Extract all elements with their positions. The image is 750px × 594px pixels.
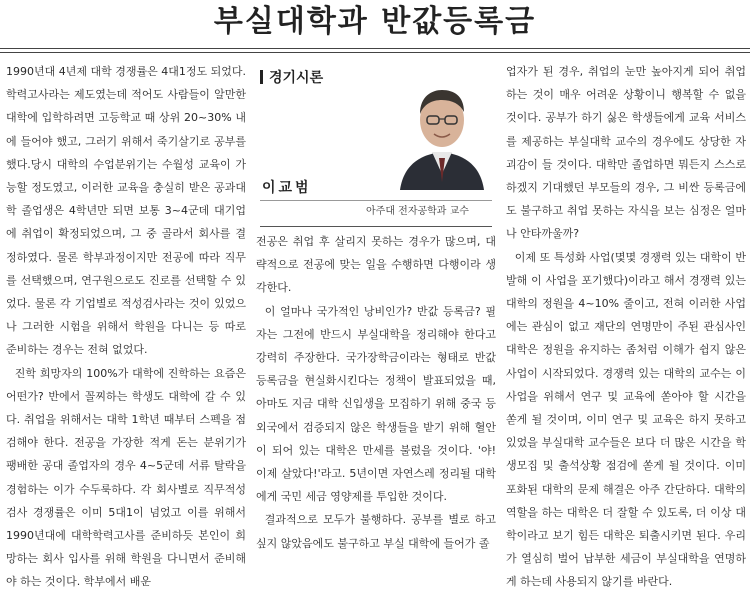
article-column-2 — [256, 60, 496, 550]
paragraph: 전공은 취업 후 살리지 못하는 경우가 많으며, 대략적으로 전공에 맞는 일을 수행하면 다행이라 생각한다. — [256, 235, 496, 295]
paragraph: 진학 희망자의 100%가 대학에 진학하는 요즘은 어떤가? 반에서 꼴찌하는 학생도 대학에 갈 수 있다. 취업을 위해서는 대학 1학년 때부터 스펙을 점검해야 한다. 전공을 가장한 적게 돈는 분위기가 팽배한 공대 졸업자의 경우 4~5군데 서류 탈락을 경험하는 이가 수두룩하다. 각 회사별로 직무적성검사 경쟁률은 이미 5대1이 넘었고 이를 위해서 1990년대에 대학학력고사를 준비하듯 본인이 희망하는 회사 입사를 위해 학원을 다니면서 준비해야 하는 것이다. 학부에서 배운 — [6, 366, 246, 589]
paragraph: 이 얼마나 국가적인 낭비인가? 반값 등록금? 필자는 그전에 반드시 부실대학을 정리해야 한다고 강력히 주장한다. 국가장학금이라는 형태로 반값등록금을 현실화시킨다는 정책이 발표되었을 때, 아마도 지금 대학 신입생을 모집하기 위해 중국 등 외국에서 검증되지 않은 학생들을 받기 위해 혈안이 되어 있는 대학은 만세를 불렀을 것이다. '야! 이제 살았다!'라고. 5년이면 자연스레 정리될 대학에게 국민 세금 영양제를 투입한 것이다. — [256, 304, 496, 504]
article-column-3 — [506, 60, 746, 589]
title-bar-icon — [260, 70, 263, 84]
article-column-1 — [6, 60, 246, 589]
headline: 부실대학과 반값등록금 — [213, 4, 537, 39]
paragraph: 이제 또 특성화 사업(몇몇 경쟁력 있는 대학이 반발해 이 사업을 포기했다)이라고 해서 경쟁력 있는 대학의 정원을 4~10% 줄이고, 전혀 이러한 사업에는 관심이 없고 재단의 연명만이 주된 관심사인 대학은 정원을 유지하는 좀처럼 이해가 쉽지 않은 사업이 시작되었다. 경쟁력 있는 대학의 교수는 이 사업을 위해서 연구 및 교육에 쏟아야 할 시간을 쏟게 될 것이며, 이미 연구 및 교육은 하지 못하고 있었을 부실대학 교수들은 보다 더 많은 시간을 학생모집 및 출석상황 점검에 쏟게 될 것이다. 이미 포화된 대학의 문제 해결은 아주 간단하다. 대학의 역할을 하는 대학은 더 잘할 수 있도록, 더 이상 대학이라고 보기 힘든 대학은 퇴출시키면 된다. 우리가 열심히 벌어 납부한 세금이 부실대학을 연명하게 하는데 사용되지 않기를 바란다. — [506, 250, 746, 589]
author-name: 이교범 — [262, 180, 312, 196]
author-photo — [394, 78, 490, 190]
paragraph: 결과적으로 모두가 불행하다. 공부를 별로 하고 싶지 않았음에도 불구하고 부실 대학에 들어가 졸 — [256, 513, 496, 550]
headline-rule — [0, 48, 750, 49]
paragraph: 업자가 된 경우, 취업의 눈만 높아지게 되어 취업하는 것이 매우 어려운 상황이니 행복할 수 없을 것이다. 공부가 하기 싫은 학생들에게 교육 서비스를 제공하는 부실대학 교수의 경우에도 상당한 자괴감이 들 것이다. 대학만 졸업하면 뭐든지 스스로 하겠지 기대했던 부모들의 경우, 그 비싼 등록금에도 불구하고 취업 못하는 자식을 보는 심정은 얼마나 안타까울까? — [506, 65, 746, 241]
column-header-box — [256, 60, 496, 230]
box-bottom-rule — [260, 226, 492, 227]
byline-rule — [260, 200, 492, 201]
author-affiliation: 아주대 전자공학과 교수 — [366, 206, 469, 217]
column-title — [260, 68, 323, 88]
column-name: 경기시론 — [269, 70, 324, 86]
headline-rule-lower — [0, 52, 750, 53]
paragraph: 1990년대 4년제 대학 경쟁률은 4대1정도 되었다. 학력고사라는 제도였는데 적어도 사람들이 알만한 대학에 입학하려면 고등학교 때 상위 20~30% 내에 들어야 했고, 그러기 위해서 죽기살기로 공부를 했다.당시 대학의 수업분위기는 수월성 교육이 가능할 정도였고, 이러한 교육을 충실히 받은 공과대학 졸업생은 4학년만 되면 보통 3~4군데 대기업에 취업이 확정되었으며, 그 중 골라서 회사를 결정하였다. 물론 학부과정이지만 전공에 따라 직무를 선택했으며, 연구원으로도 진로를 선택할 수 있었다. 물론 각 기업별로 적성검사라는 것이 있었으나 그러한 시험을 위해서 학원을 다니는 등 따로 준비하는 경우는 전혀 없었다. — [6, 65, 246, 357]
column-2-text — [256, 230, 496, 550]
